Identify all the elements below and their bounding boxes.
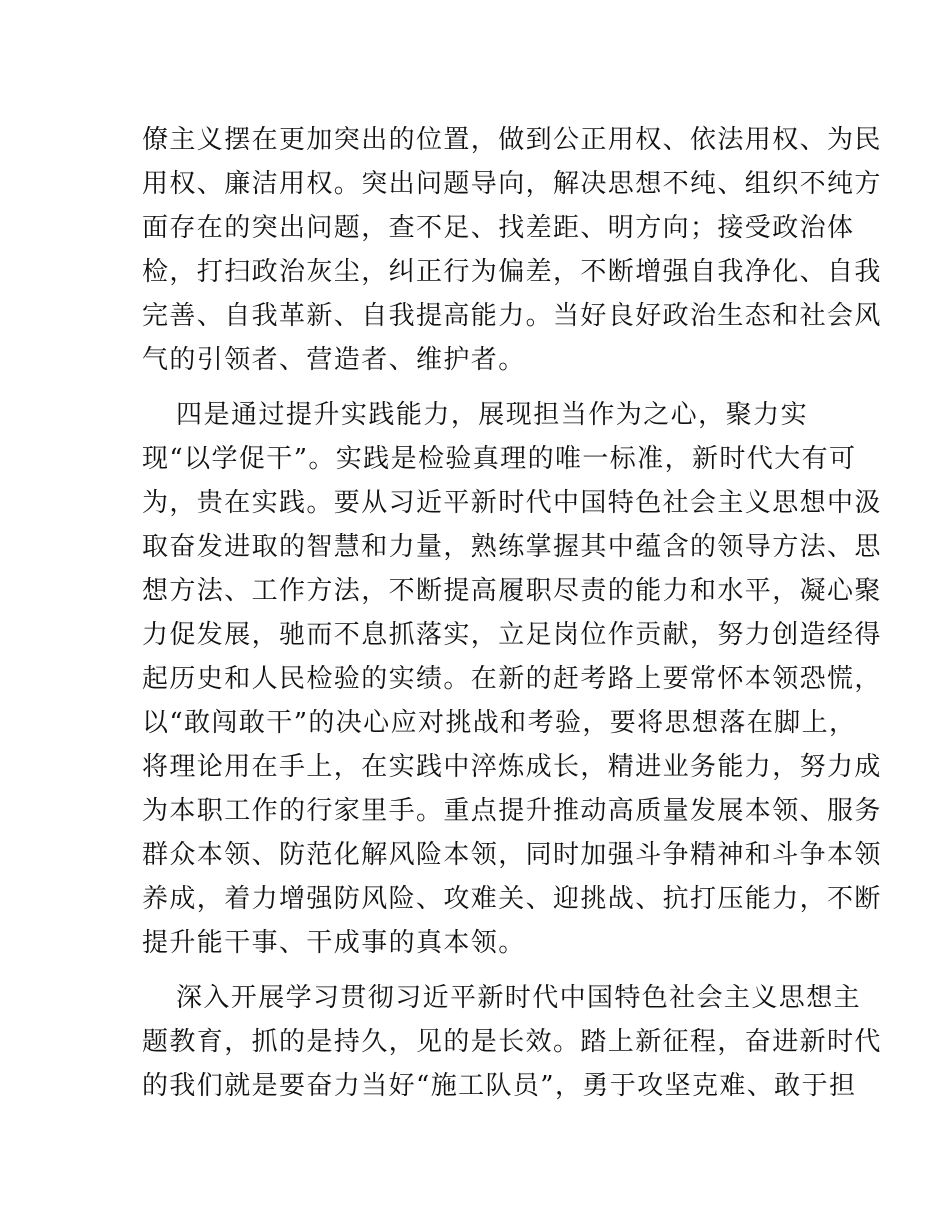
paragraph-2-line-3: 为，贵在实践。要从习近平新时代中国特色社会主义思想中汲 [142, 488, 882, 518]
paragraph-3-line-2: 题教育，抓的是持久，见的是长效。踏上新征程，奋进新时代 [142, 1027, 882, 1057]
paragraph-2-line-7: 起历史和人民检验的实绩。在新的赶考路上要常怀本领恐慌， [142, 664, 882, 694]
paragraph-2-line-8: 以“敢闯敢干”的决心应对挑战和考验，要将思想落在脚上， [142, 708, 857, 738]
paragraph-2-line-6: 力促发展，驰而不息抓落实，立足岗位作贡献，努力创造经得 [142, 620, 882, 650]
paragraph-2-line-4: 取奋发进取的智慧和力量，熟练掌握其中蕴含的领导方法、思 [142, 532, 882, 562]
paragraph-3-line-1: 深入开展学习贯彻习近平新时代中国特色社会主义思想主 [176, 983, 862, 1013]
paragraph-2-line-1: 四是通过提升实践能力，展现担当作为之心，聚力实 [176, 400, 808, 430]
paragraph-2-line-2: 现“以学促干”。实践是检验真理的唯一标准，新时代大有可 [142, 444, 857, 474]
paragraph-2-line-10: 为本职工作的行家里手。重点提升推动高质量发展本领、服务 [142, 796, 882, 826]
paragraph-1-line-4: 检，打扫政治灰尘，纠正行为偏差，不断增强自我净化、自我 [142, 257, 882, 287]
paragraph-2-line-13: 提升能干事、干成事的真本领。 [142, 928, 526, 958]
paragraph-2-line-11: 群众本领、防范化解风险本领，同时加强斗争精神和斗争本领 [142, 840, 882, 870]
paragraph-3-line-3: 的我们就是要奋力当好“施工队员”，勇于攻坚克难、敢于担 [142, 1071, 857, 1101]
paragraph-1-line-5: 完善、自我革新、自我提高能力。当好良好政治生态和社会风 [142, 301, 882, 331]
paragraph-1-line-1: 僚主义摆在更加突出的位置，做到公正用权、依法用权、为民 [142, 125, 882, 155]
paragraph-2-line-5: 想方法、工作方法，不断提高履职尽责的能力和水平，凝心聚 [142, 576, 882, 606]
paragraph-1-line-3: 面存在的突出问题，查不足、找差距、明方向；接受政治体 [142, 213, 855, 243]
paragraph-2-line-9: 将理论用在手上，在实践中淬炼成长，精进业务能力，努力成 [142, 752, 882, 782]
paragraph-1-line-2: 用权、廉洁用权。突出问题导向，解决思想不纯、组织不纯方 [142, 169, 882, 199]
paragraph-2-line-12: 养成，着力增强防风险、攻难关、迎挑战、抗打压能力，不断 [142, 884, 882, 914]
paragraph-1-line-6: 气的引领者、营造者、维护者。 [142, 345, 526, 375]
